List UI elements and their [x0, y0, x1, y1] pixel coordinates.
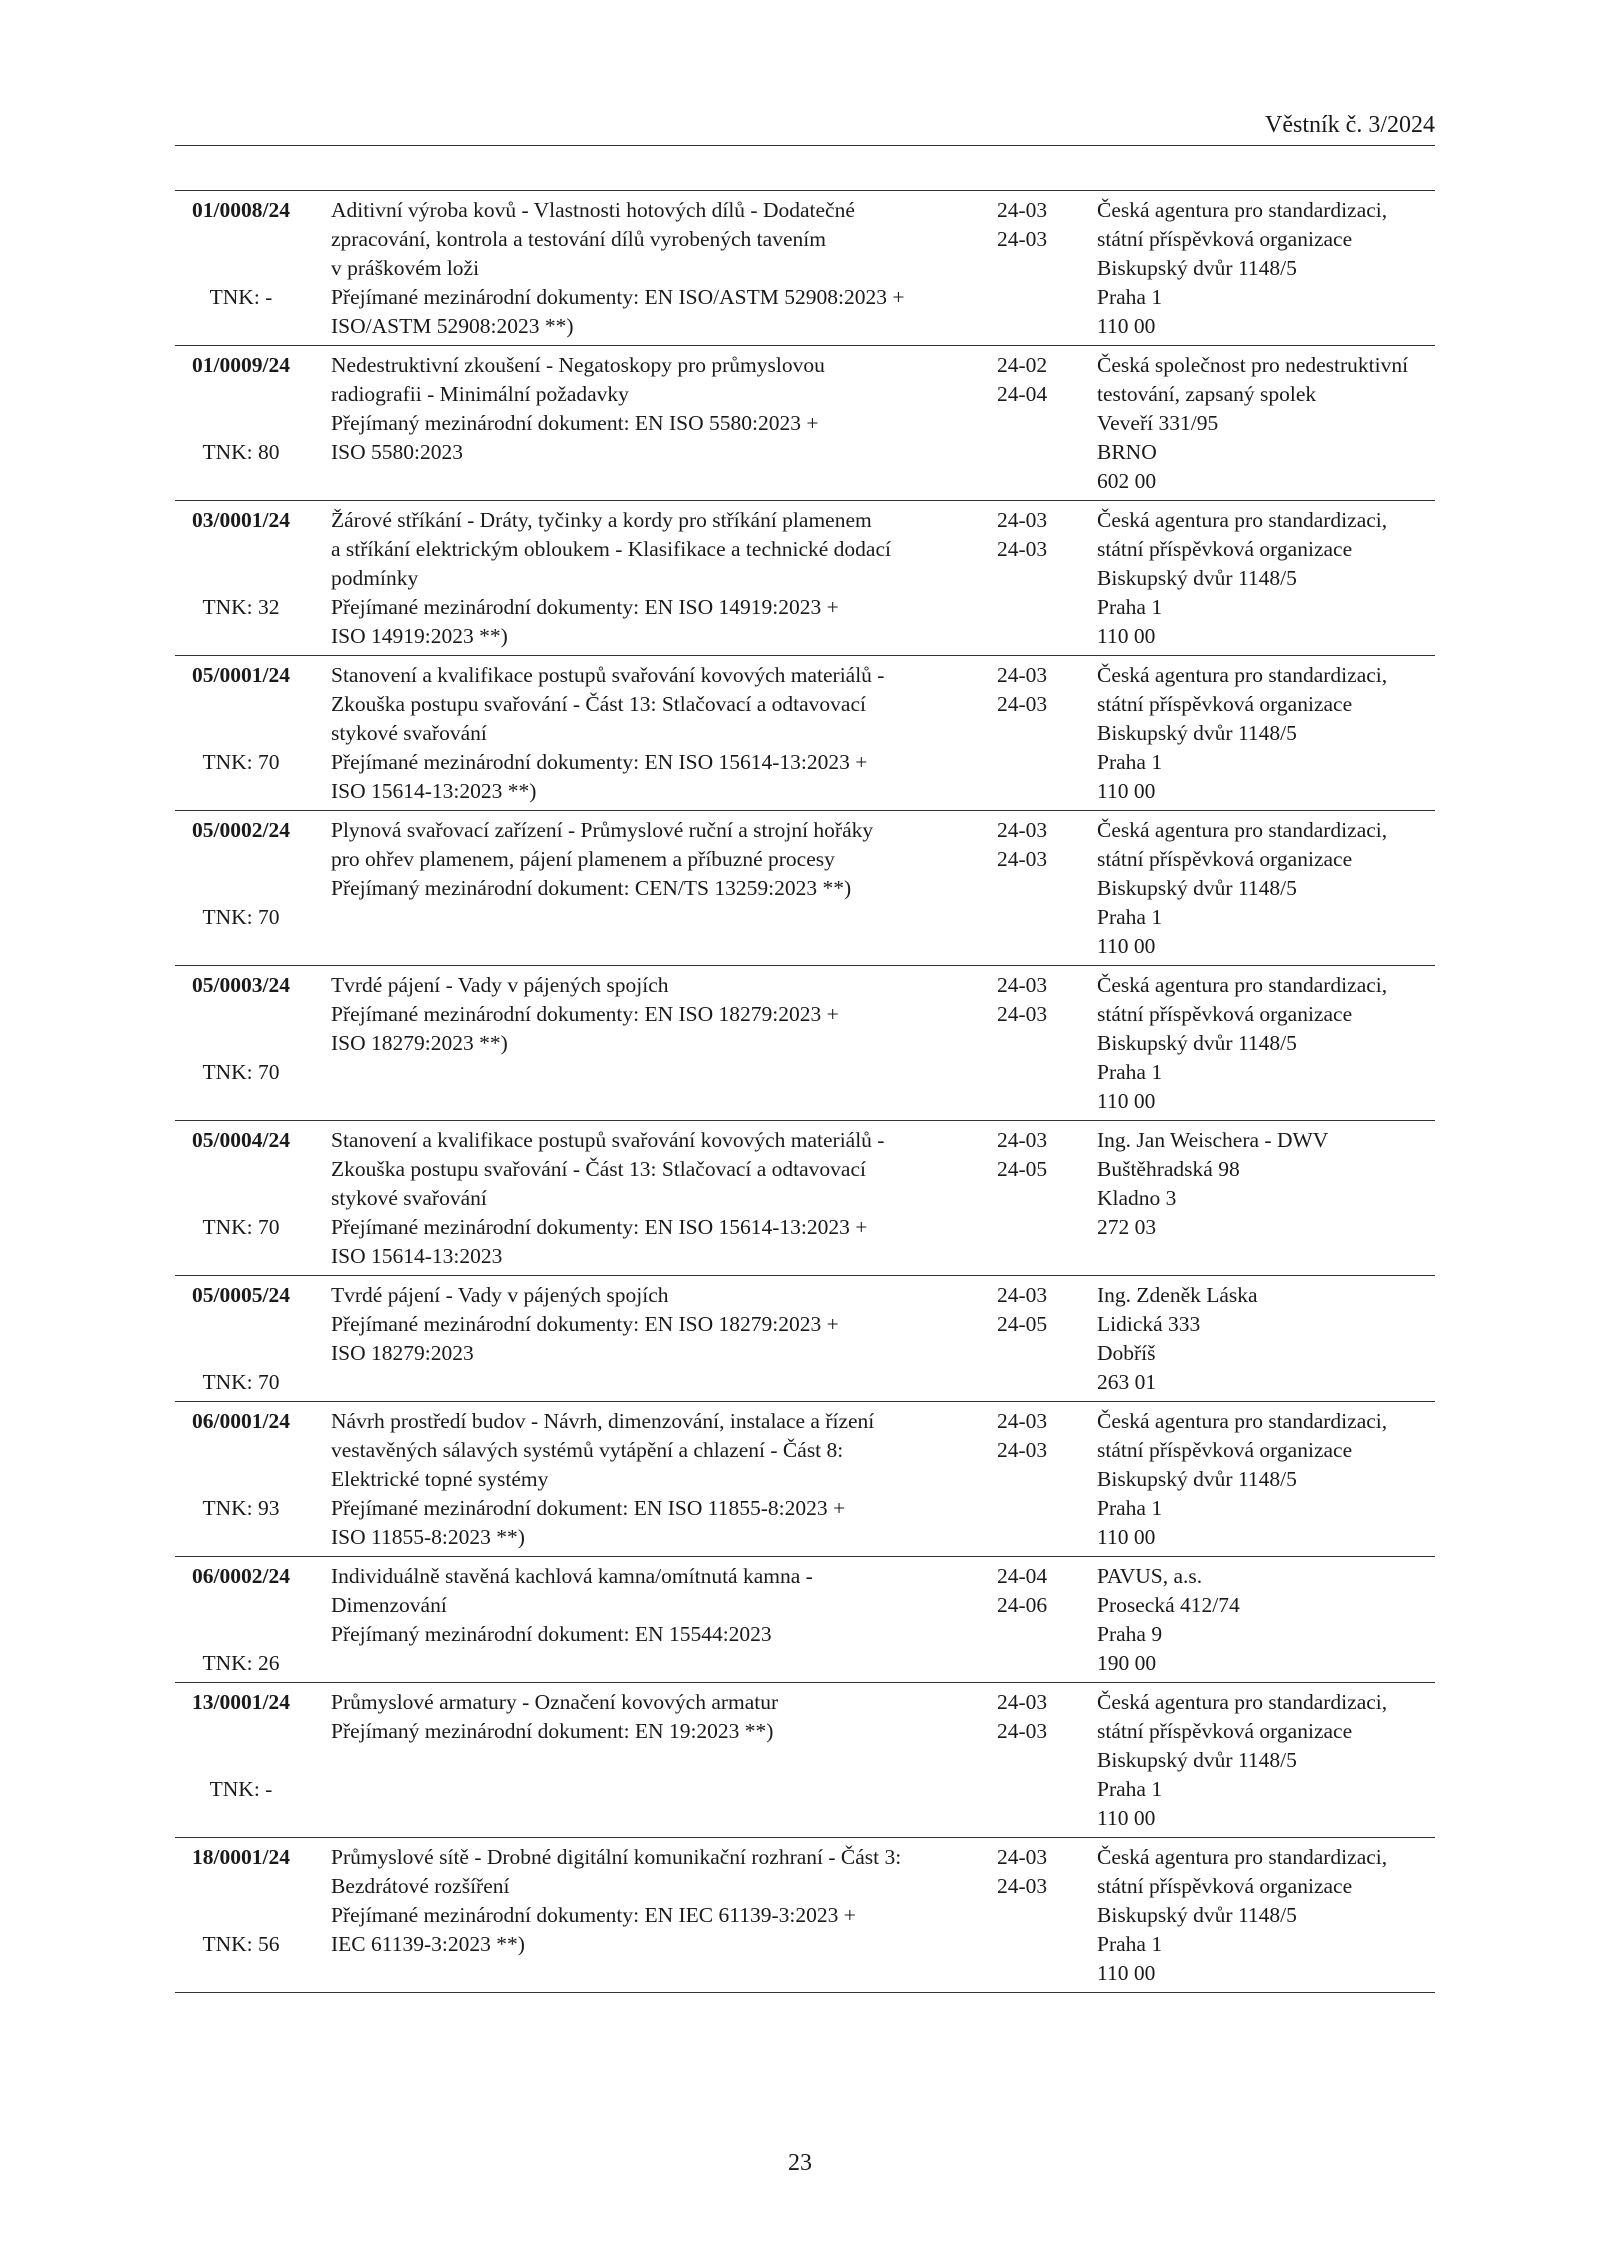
- description-line: Elektrické topné systémy: [331, 1467, 549, 1491]
- description: [331, 506, 971, 651]
- standard-number: 06/0002/24: [192, 1564, 290, 1588]
- date-value: 24-03: [997, 198, 1048, 222]
- organization-line: 272 03: [1097, 1215, 1157, 1239]
- organization-line: státní příspěvková organizace: [1097, 537, 1353, 561]
- organization-line: 110 00: [1097, 779, 1156, 803]
- description-line: Průmyslové armatury - Označení kovových armatur: [331, 1690, 779, 1714]
- organization-line: 602 00: [1097, 469, 1157, 493]
- description: [331, 1688, 971, 1746]
- organization: [1097, 971, 1437, 1116]
- tnk-code: TNK: -: [209, 1777, 273, 1801]
- organization-line: Biskupský dvůr 1148/5: [1097, 876, 1297, 900]
- standard-number: 05/0003/24: [192, 973, 290, 997]
- organization-line: testování, zapsaný spolek: [1097, 382, 1317, 406]
- description-line: Přejímaný mezinárodní dokument: CEN/TS 13259:2023 **): [331, 876, 852, 900]
- organization-line: Praha 1: [1097, 905, 1163, 929]
- standard-entry: [175, 966, 1435, 1121]
- organization-line: Praha 1: [1097, 595, 1163, 619]
- organization-line: Česká agentura pro standardizaci,: [1097, 198, 1388, 222]
- organization-line: státní příspěvková organizace: [1097, 692, 1353, 716]
- organization: [1097, 1688, 1437, 1833]
- organization: [1097, 816, 1437, 961]
- organization-line: Praha 1: [1097, 1932, 1163, 1956]
- date-value: 24-03: [997, 692, 1048, 716]
- description-line: Zkouška postupu svařování - Část 13: Stlačovací a odtavovací: [331, 692, 866, 716]
- standard-entry: [175, 1683, 1435, 1838]
- organization-line: státní příspěvková organizace: [1097, 1719, 1353, 1743]
- date-value: 24-03: [997, 1002, 1048, 1026]
- date-value: 24-03: [997, 1874, 1048, 1898]
- tnk-code: TNK: 70: [202, 905, 280, 929]
- entry-id-column: [175, 1843, 307, 1956]
- description-line: ISO 5580:2023: [331, 440, 463, 464]
- organization: [1097, 506, 1437, 651]
- standard-entry: [175, 656, 1435, 811]
- organization-line: Česká agentura pro standardizaci,: [1097, 973, 1388, 997]
- organization-line: Ing. Jan Weischera - DWV: [1097, 1128, 1329, 1152]
- date-value: 24-03: [997, 847, 1048, 871]
- description: [331, 196, 971, 341]
- tnk-code: TNK: 32: [202, 595, 280, 619]
- description-line: Přejímané mezinárodní dokumenty: EN ISO 14919:2023 +: [331, 595, 839, 619]
- dates: [997, 1562, 1067, 1620]
- description: [331, 1281, 971, 1368]
- organization-line: Česká agentura pro standardizaci,: [1097, 1690, 1388, 1714]
- dates: [997, 1688, 1067, 1746]
- description-line: Tvrdé pájení - Vady v pájených spojích: [331, 973, 669, 997]
- organization-line: Biskupský dvůr 1148/5: [1097, 1031, 1297, 1055]
- description: [331, 1126, 971, 1271]
- standard-number: 05/0001/24: [192, 663, 290, 687]
- description-line: Individuálně stavěná kachlová kamna/omítnutá kamna -: [331, 1564, 813, 1588]
- standard-entry: [175, 1276, 1435, 1402]
- organization-line: Kladno 3: [1097, 1186, 1177, 1210]
- tnk-code: TNK: 70: [202, 1060, 280, 1084]
- journal-title: Věstník č. 3/2024: [1265, 112, 1435, 138]
- organization-line: Biskupský dvůr 1148/5: [1097, 256, 1297, 280]
- organization-line: Prosecká 412/74: [1097, 1593, 1240, 1617]
- organization: [1097, 1843, 1437, 1988]
- standard-number: 01/0009/24: [192, 353, 290, 377]
- organization-line: Praha 9: [1097, 1622, 1163, 1646]
- description-line: Přejímané mezinárodní dokumenty: EN ISO 18279:2023 +: [331, 1312, 839, 1336]
- standard-entry: [175, 346, 1435, 501]
- description-line: Zkouška postupu svařování - Část 13: Stlačovací a odtavovací: [331, 1157, 866, 1181]
- date-value: 24-03: [997, 1438, 1048, 1462]
- description-line: Dimenzování: [331, 1593, 447, 1617]
- organization-line: Česká společnost pro nedestruktivní: [1097, 353, 1409, 377]
- date-value: 24-03: [997, 1719, 1048, 1743]
- description-line: Nedestruktivní zkoušení - Negatoskopy pro průmyslovou: [331, 353, 825, 377]
- tnk-code: TNK: 93: [202, 1496, 280, 1520]
- organization-line: 263 01: [1097, 1370, 1157, 1394]
- organization-line: Praha 1: [1097, 285, 1163, 309]
- organization-line: státní příspěvková organizace: [1097, 847, 1353, 871]
- standard-number: 06/0001/24: [192, 1409, 290, 1433]
- description-line: v práškovém loži: [331, 256, 480, 280]
- description-line: ISO 15614-13:2023: [331, 1244, 503, 1268]
- description-line: Průmyslové sítě - Drobné digitální komunikační rozhraní - Část 3:: [331, 1845, 902, 1869]
- description-line: ISO 14919:2023 **): [331, 624, 508, 648]
- dates: [997, 506, 1067, 564]
- entry-id-column: [175, 1562, 307, 1675]
- date-value: 24-03: [997, 1409, 1048, 1433]
- date-value: 24-04: [997, 1564, 1048, 1588]
- dates: [997, 351, 1067, 409]
- entry-id-column: [175, 816, 307, 929]
- standard-number: 03/0001/24: [192, 508, 290, 532]
- dates: [997, 971, 1067, 1029]
- standard-number: 01/0008/24: [192, 198, 290, 222]
- description-line: stykové svařování: [331, 721, 487, 745]
- organization-line: státní příspěvková organizace: [1097, 1002, 1353, 1026]
- organization: [1097, 196, 1437, 341]
- date-value: 24-03: [997, 1128, 1048, 1152]
- organization-line: Lidická 333: [1097, 1312, 1201, 1336]
- organization-line: Praha 1: [1097, 1060, 1163, 1084]
- description-line: Žárové stříkání - Dráty, tyčinky a kordy pro stříkání plamenem: [331, 508, 872, 532]
- organization-line: Praha 1: [1097, 1496, 1163, 1520]
- dates: [997, 1126, 1067, 1184]
- entry-id-column: [175, 1407, 307, 1520]
- description-line: podmínky: [331, 566, 419, 590]
- entry-id-column: [175, 1281, 307, 1394]
- organization-line: 110 00: [1097, 624, 1156, 648]
- organization-line: 110 00: [1097, 1089, 1156, 1113]
- organization-line: Biskupský dvůr 1148/5: [1097, 566, 1297, 590]
- date-value: 24-03: [997, 537, 1048, 561]
- dates: [997, 1407, 1067, 1465]
- description: [331, 1562, 971, 1649]
- tnk-code: TNK: 26: [202, 1651, 280, 1675]
- organization-line: Česká agentura pro standardizaci,: [1097, 818, 1388, 842]
- standard-entry: [175, 1402, 1435, 1557]
- standard-number: 18/0001/24: [192, 1845, 290, 1869]
- organization-line: Biskupský dvůr 1148/5: [1097, 1748, 1297, 1772]
- description-line: ISO/ASTM 52908:2023 **): [331, 314, 574, 338]
- organization-line: Buštěhradská 98: [1097, 1157, 1240, 1181]
- organization-line: 110 00: [1097, 934, 1156, 958]
- description-line: IEC 61139-3:2023 **): [331, 1932, 525, 1956]
- standard-number: 05/0002/24: [192, 818, 290, 842]
- date-value: 24-03: [997, 1690, 1048, 1714]
- date-value: 24-06: [997, 1593, 1048, 1617]
- standard-entry: [175, 501, 1435, 656]
- dates: [997, 661, 1067, 719]
- description: [331, 971, 971, 1058]
- entry-id-column: [175, 351, 307, 464]
- organization-line: Biskupský dvůr 1148/5: [1097, 721, 1297, 745]
- date-value: 24-02: [997, 353, 1048, 377]
- description-line: Přejímaný mezinárodní dokument: EN 19:2023 **): [331, 1719, 774, 1743]
- organization-line: státní příspěvková organizace: [1097, 227, 1353, 251]
- organization-line: Praha 1: [1097, 1777, 1163, 1801]
- description: [331, 1843, 971, 1959]
- organization: [1097, 1407, 1437, 1552]
- tnk-code: TNK: 70: [202, 750, 280, 774]
- description-line: Přejímané mezinárodní dokumenty: EN ISO 18279:2023 +: [331, 1002, 839, 1026]
- entry-id-column: [175, 1126, 307, 1239]
- description-line: Přejímané mezinárodní dokumenty: EN ISO 15614-13:2023 +: [331, 1215, 868, 1239]
- description-line: ISO 18279:2023 **): [331, 1031, 508, 1055]
- entry-id-column: [175, 196, 307, 309]
- description-line: ISO 11855-8:2023 **): [331, 1525, 525, 1549]
- description: [331, 1407, 971, 1552]
- entry-id-column: [175, 661, 307, 774]
- standard-entry: [175, 191, 1435, 346]
- header-rule: [175, 145, 1435, 146]
- organization-line: státní příspěvková organizace: [1097, 1438, 1353, 1462]
- description-line: Návrh prostředí budov - Návrh, dimenzování, instalace a řízení: [331, 1409, 875, 1433]
- date-value: 24-03: [997, 973, 1048, 997]
- description: [331, 351, 971, 467]
- description-line: Přejímané mezinárodní dokumenty: EN ISO/ASTM 52908:2023 +: [331, 285, 905, 309]
- organization-line: 110 00: [1097, 1961, 1156, 1985]
- description-line: Přejímané mezinárodní dokumenty: EN ISO 15614-13:2023 +: [331, 750, 868, 774]
- tnk-code: TNK: 70: [202, 1370, 280, 1394]
- organization-line: Praha 1: [1097, 750, 1163, 774]
- description-line: Přejímaný mezinárodní dokument: EN ISO 5580:2023 +: [331, 411, 819, 435]
- description-line: Přejímané mezinárodní dokument: EN ISO 11855-8:2023 +: [331, 1496, 846, 1520]
- description-line: ISO 15614-13:2023 **): [331, 779, 537, 803]
- organization-line: Česká agentura pro standardizaci,: [1097, 508, 1388, 532]
- date-value: 24-03: [997, 227, 1048, 251]
- tnk-code: TNK: 56: [202, 1932, 280, 1956]
- organization-line: 190 00: [1097, 1651, 1157, 1675]
- description: [331, 816, 971, 903]
- standard-number: 13/0001/24: [192, 1690, 290, 1714]
- organization-line: Česká agentura pro standardizaci,: [1097, 1845, 1388, 1869]
- organization: [1097, 1126, 1437, 1242]
- entry-id-column: [175, 506, 307, 619]
- date-value: 24-03: [997, 663, 1048, 687]
- description-line: Stanovení a kvalifikace postupů svařování kovových materiálů -: [331, 663, 885, 687]
- standard-number: 05/0005/24: [192, 1283, 290, 1307]
- description-line: pro ohřev plamenem, pájení plamenem a příbuzné procesy: [331, 847, 835, 871]
- organization-line: BRNO: [1097, 440, 1157, 464]
- description-line: Přejímaný mezinárodní dokument: EN 15544:2023: [331, 1622, 772, 1646]
- entry-id-column: [175, 1688, 307, 1801]
- dates: [997, 1281, 1067, 1339]
- standard-entry: [175, 1838, 1435, 1993]
- description-line: Stanovení a kvalifikace postupů svařování kovových materiálů -: [331, 1128, 885, 1152]
- description-line: Plynová svařovací zařízení - Průmyslové ruční a strojní hořáky: [331, 818, 874, 842]
- description-line: Aditivní výroba kovů - Vlastnosti hotových dílů - Dodatečné: [331, 198, 855, 222]
- standard-entry: [175, 811, 1435, 966]
- organization: [1097, 1562, 1437, 1678]
- organization-line: Biskupský dvůr 1148/5: [1097, 1467, 1297, 1491]
- standard-entry: [175, 1121, 1435, 1276]
- description-line: zpracování, kontrola a testování dílů vyrobených tavením: [331, 227, 826, 251]
- tnk-code: TNK: 70: [202, 1215, 280, 1239]
- organization-line: 110 00: [1097, 1525, 1156, 1549]
- organization-line: 110 00: [1097, 314, 1156, 338]
- date-value: 24-03: [997, 508, 1048, 532]
- entry-id-column: [175, 971, 307, 1084]
- standards-table: [175, 190, 1435, 1993]
- organization-line: PAVUS, a.s.: [1097, 1564, 1203, 1588]
- organization: [1097, 1281, 1437, 1397]
- description-line: ISO 18279:2023: [331, 1341, 474, 1365]
- organization-line: 110 00: [1097, 1806, 1156, 1830]
- organization-line: státní příspěvková organizace: [1097, 1874, 1353, 1898]
- date-value: 24-04: [997, 382, 1048, 406]
- tnk-code: TNK: 80: [202, 440, 280, 464]
- dates: [997, 1843, 1067, 1901]
- description-line: Tvrdé pájení - Vady v pájených spojích: [331, 1283, 669, 1307]
- standard-number: 05/0004/24: [192, 1128, 290, 1152]
- organization: [1097, 351, 1437, 496]
- organization-line: Česká agentura pro standardizaci,: [1097, 663, 1388, 687]
- date-value: 24-05: [997, 1312, 1048, 1336]
- date-value: 24-05: [997, 1157, 1048, 1181]
- description-line: Bezdrátové rozšíření: [331, 1874, 510, 1898]
- description-line: a stříkání elektrickým obloukem - Klasifikace a technické dodací: [331, 537, 891, 561]
- organization-line: Česká agentura pro standardizaci,: [1097, 1409, 1388, 1433]
- tnk-code: TNK: -: [209, 285, 273, 309]
- description: [331, 661, 971, 806]
- date-value: 24-03: [997, 1283, 1048, 1307]
- description-line: radiografii - Minimální požadavky: [331, 382, 629, 406]
- description-line: Přejímané mezinárodní dokumenty: EN IEC 61139-3:2023 +: [331, 1903, 856, 1927]
- organization-line: Biskupský dvůr 1148/5: [1097, 1903, 1297, 1927]
- organization-line: Ing. Zdeněk Láska: [1097, 1283, 1258, 1307]
- organization-line: Veveří 331/95: [1097, 411, 1219, 435]
- dates: [997, 196, 1067, 254]
- date-value: 24-03: [997, 1845, 1048, 1869]
- description-line: vestavěných sálavých systémů vytápění a chlazení - Část 8:: [331, 1438, 844, 1462]
- date-value: 24-03: [997, 818, 1048, 842]
- standard-entry: [175, 1557, 1435, 1683]
- organization-line: Dobříš: [1097, 1341, 1156, 1365]
- organization: [1097, 661, 1437, 806]
- dates: [997, 816, 1067, 874]
- page-number: 23: [788, 2150, 812, 2176]
- description-line: stykové svařování: [331, 1186, 487, 1210]
